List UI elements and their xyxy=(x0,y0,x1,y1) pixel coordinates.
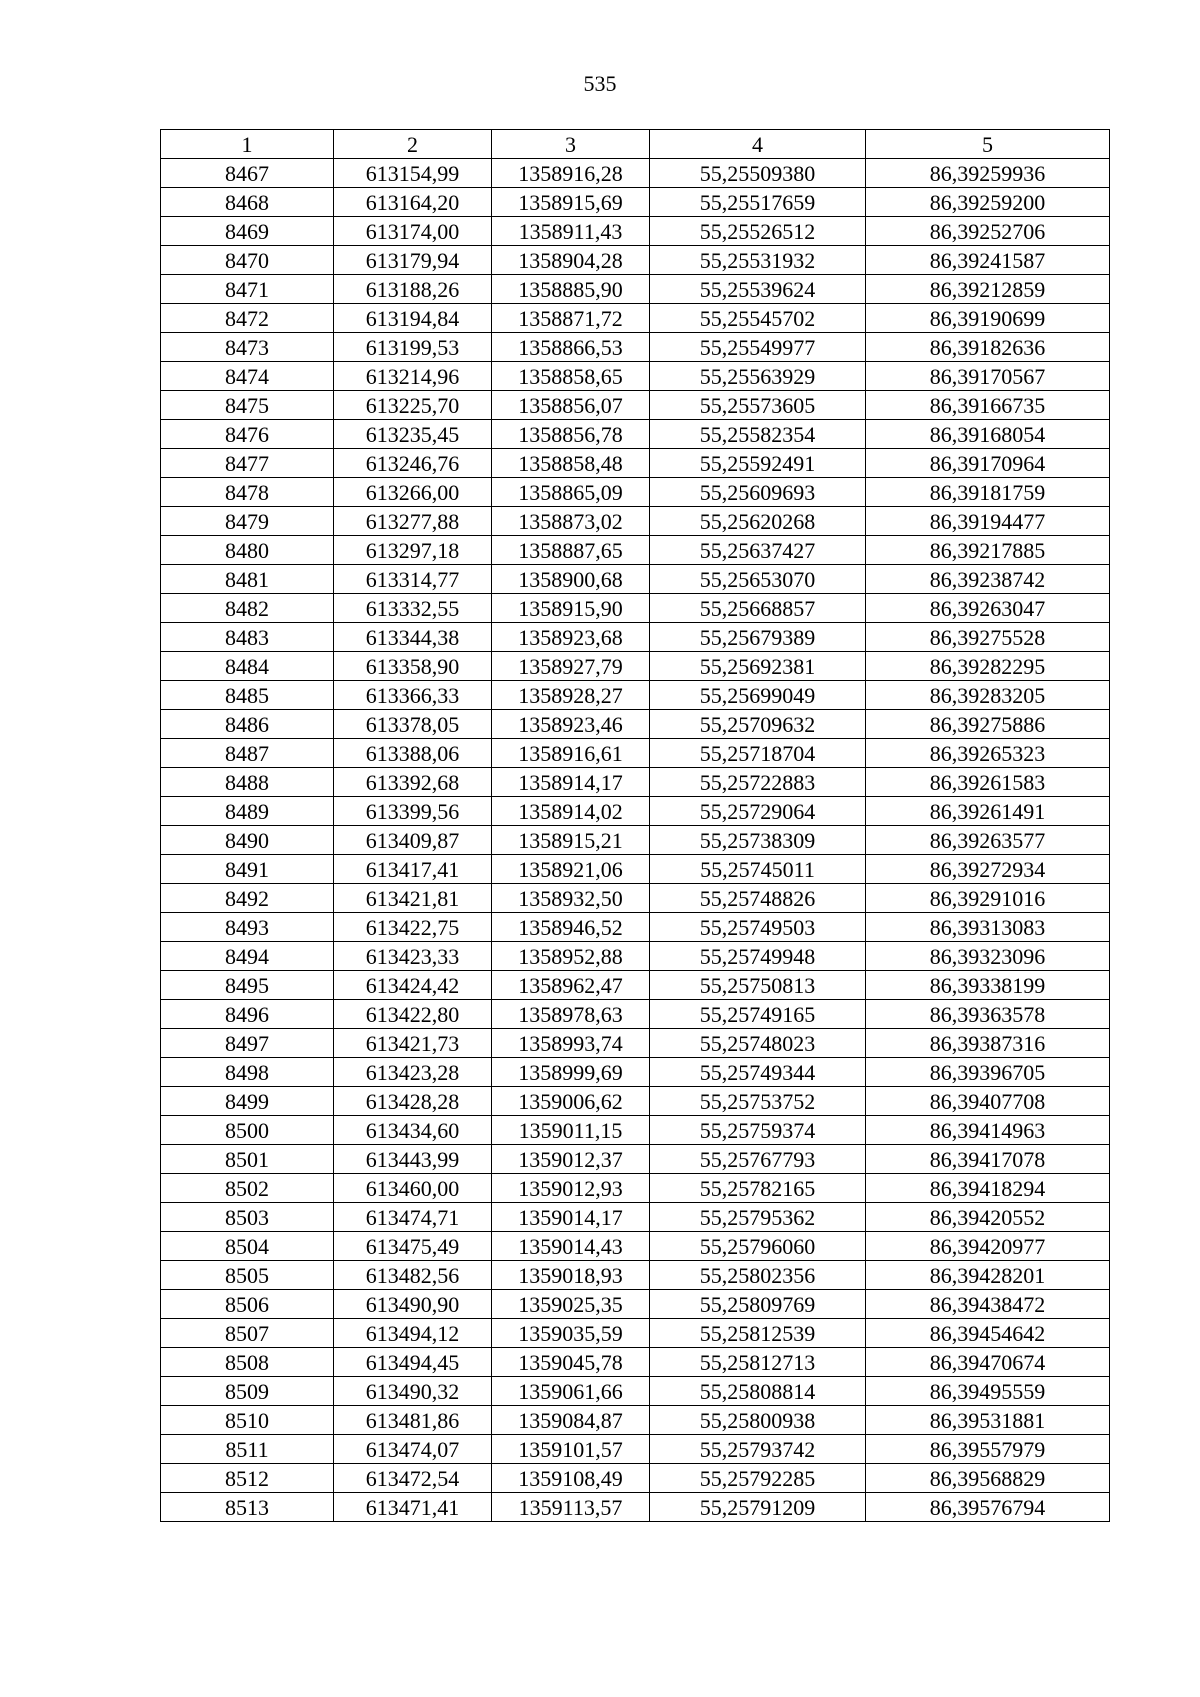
table-row xyxy=(161,1029,1110,1058)
table-cell: 8493 xyxy=(161,913,334,942)
table-cell: 613332,55 xyxy=(334,594,492,623)
table-cell: 8502 xyxy=(161,1174,334,1203)
table-row xyxy=(161,1377,1110,1406)
table-header xyxy=(161,130,1110,159)
table-cell: 613235,45 xyxy=(334,420,492,449)
table-row xyxy=(161,507,1110,536)
table-cell: 613297,18 xyxy=(334,536,492,565)
table-row xyxy=(161,188,1110,217)
table-cell: 613378,05 xyxy=(334,710,492,739)
table-cell: 613422,80 xyxy=(334,1000,492,1029)
table-cell: 613314,77 xyxy=(334,565,492,594)
column-header: 5 xyxy=(866,130,1110,159)
table-cell: 55,25792285 xyxy=(650,1464,866,1493)
table-cell: 1358978,63 xyxy=(492,1000,650,1029)
column-header: 3 xyxy=(492,130,650,159)
table-cell: 613344,38 xyxy=(334,623,492,652)
table-cell: 1358856,78 xyxy=(492,420,650,449)
table-cell: 8484 xyxy=(161,652,334,681)
table-row xyxy=(161,449,1110,478)
table-cell: 86,39170567 xyxy=(866,362,1110,391)
table-cell: 613154,99 xyxy=(334,159,492,188)
table-cell: 86,39418294 xyxy=(866,1174,1110,1203)
table-cell: 1359012,37 xyxy=(492,1145,650,1174)
table-row xyxy=(161,623,1110,652)
table-row xyxy=(161,1087,1110,1116)
table-cell: 55,25791209 xyxy=(650,1493,866,1522)
table-cell: 613164,20 xyxy=(334,188,492,217)
table-cell: 55,25722883 xyxy=(650,768,866,797)
table-cell: 613392,68 xyxy=(334,768,492,797)
table-cell: 86,39261583 xyxy=(866,768,1110,797)
column-header: 1 xyxy=(161,130,334,159)
table-cell: 86,39166735 xyxy=(866,391,1110,420)
table-cell: 613179,94 xyxy=(334,246,492,275)
table-cell: 86,39323096 xyxy=(866,942,1110,971)
table-cell: 55,25620268 xyxy=(650,507,866,536)
table-row xyxy=(161,1116,1110,1145)
table-row xyxy=(161,1174,1110,1203)
table-cell: 613494,12 xyxy=(334,1319,492,1348)
table-cell: 613423,33 xyxy=(334,942,492,971)
table-cell: 1358916,61 xyxy=(492,739,650,768)
table-cell: 86,39272934 xyxy=(866,855,1110,884)
table-cell: 55,25699049 xyxy=(650,681,866,710)
table-row xyxy=(161,681,1110,710)
table-cell: 55,25545702 xyxy=(650,304,866,333)
table-cell: 613424,42 xyxy=(334,971,492,1000)
table-cell: 613475,49 xyxy=(334,1232,492,1261)
table-cell: 613358,90 xyxy=(334,652,492,681)
table-cell: 8510 xyxy=(161,1406,334,1435)
table-cell: 8491 xyxy=(161,855,334,884)
table-cell: 1359014,43 xyxy=(492,1232,650,1261)
table-cell: 86,39168054 xyxy=(866,420,1110,449)
table-cell: 55,25808814 xyxy=(650,1377,866,1406)
table-cell: 613460,00 xyxy=(334,1174,492,1203)
table-cell: 86,39194477 xyxy=(866,507,1110,536)
table-cell: 55,25517659 xyxy=(650,188,866,217)
table-cell: 8471 xyxy=(161,275,334,304)
table-row xyxy=(161,768,1110,797)
table-row xyxy=(161,1290,1110,1319)
table-cell: 55,25750813 xyxy=(650,971,866,1000)
table-row xyxy=(161,884,1110,913)
table-cell: 613472,54 xyxy=(334,1464,492,1493)
table-cell: 55,25793742 xyxy=(650,1435,866,1464)
table-cell: 86,39495559 xyxy=(866,1377,1110,1406)
table-cell: 8487 xyxy=(161,739,334,768)
table-cell: 86,39531881 xyxy=(866,1406,1110,1435)
table-row xyxy=(161,1435,1110,1464)
table-cell: 55,25582354 xyxy=(650,420,866,449)
table-cell: 8486 xyxy=(161,710,334,739)
table-cell: 8481 xyxy=(161,565,334,594)
table-row xyxy=(161,652,1110,681)
table-cell: 1358885,90 xyxy=(492,275,650,304)
table-cell: 86,39387316 xyxy=(866,1029,1110,1058)
table-cell: 613421,73 xyxy=(334,1029,492,1058)
table-cell: 8500 xyxy=(161,1116,334,1145)
table-row xyxy=(161,1348,1110,1377)
table-cell: 613399,56 xyxy=(334,797,492,826)
table-cell: 1358999,69 xyxy=(492,1058,650,1087)
table-cell: 55,25729064 xyxy=(650,797,866,826)
table-cell: 86,39217885 xyxy=(866,536,1110,565)
table-cell: 1358962,47 xyxy=(492,971,650,1000)
table-cell: 8504 xyxy=(161,1232,334,1261)
table-cell: 55,25718704 xyxy=(650,739,866,768)
table-cell: 613443,99 xyxy=(334,1145,492,1174)
table-cell: 1358904,28 xyxy=(492,246,650,275)
table-cell: 613481,86 xyxy=(334,1406,492,1435)
table-row xyxy=(161,304,1110,333)
table-cell: 613366,33 xyxy=(334,681,492,710)
table-cell: 1358921,06 xyxy=(492,855,650,884)
table-cell: 8467 xyxy=(161,159,334,188)
table-cell: 1359101,57 xyxy=(492,1435,650,1464)
table-cell: 613277,88 xyxy=(334,507,492,536)
table-cell: 8511 xyxy=(161,1435,334,1464)
table-row xyxy=(161,1232,1110,1261)
table-cell: 86,39182636 xyxy=(866,333,1110,362)
table-cell: 1358911,43 xyxy=(492,217,650,246)
table-row xyxy=(161,391,1110,420)
table-cell: 55,25745011 xyxy=(650,855,866,884)
table-cell: 86,39265323 xyxy=(866,739,1110,768)
table-cell: 86,39396705 xyxy=(866,1058,1110,1087)
table-cell: 8477 xyxy=(161,449,334,478)
table-row xyxy=(161,942,1110,971)
table-cell: 55,25767793 xyxy=(650,1145,866,1174)
table-cell: 8482 xyxy=(161,594,334,623)
table-cell: 86,39283205 xyxy=(866,681,1110,710)
table-cell: 55,25509380 xyxy=(650,159,866,188)
table-row xyxy=(161,913,1110,942)
table-cell: 86,39417078 xyxy=(866,1145,1110,1174)
table-cell: 8485 xyxy=(161,681,334,710)
table-row xyxy=(161,565,1110,594)
table-cell: 55,25749948 xyxy=(650,942,866,971)
table-cell: 613423,28 xyxy=(334,1058,492,1087)
table-cell: 8473 xyxy=(161,333,334,362)
table-cell: 55,25573605 xyxy=(650,391,866,420)
table-row xyxy=(161,246,1110,275)
table-cell: 8472 xyxy=(161,304,334,333)
table-cell: 613246,76 xyxy=(334,449,492,478)
table-cell: 1358866,53 xyxy=(492,333,650,362)
table-cell: 86,39275886 xyxy=(866,710,1110,739)
table-cell: 613434,60 xyxy=(334,1116,492,1145)
table-cell: 1359011,15 xyxy=(492,1116,650,1145)
table-cell: 613199,53 xyxy=(334,333,492,362)
table-cell: 613474,71 xyxy=(334,1203,492,1232)
table-cell: 55,25526512 xyxy=(650,217,866,246)
table-cell: 55,25592491 xyxy=(650,449,866,478)
table-cell: 613214,96 xyxy=(334,362,492,391)
table-cell: 55,25795362 xyxy=(650,1203,866,1232)
table-cell: 1358946,52 xyxy=(492,913,650,942)
table-cell: 1359006,62 xyxy=(492,1087,650,1116)
table-cell: 613474,07 xyxy=(334,1435,492,1464)
table-cell: 8492 xyxy=(161,884,334,913)
table-cell: 1359025,35 xyxy=(492,1290,650,1319)
header-row xyxy=(161,130,1110,159)
table-row xyxy=(161,1464,1110,1493)
table-cell: 1359012,93 xyxy=(492,1174,650,1203)
table-cell: 55,25653070 xyxy=(650,565,866,594)
table-cell: 86,39259936 xyxy=(866,159,1110,188)
table-cell: 55,25749344 xyxy=(650,1058,866,1087)
table-cell: 8468 xyxy=(161,188,334,217)
table-cell: 86,39313083 xyxy=(866,913,1110,942)
table-row xyxy=(161,217,1110,246)
table-cell: 8489 xyxy=(161,797,334,826)
table-cell: 86,39238742 xyxy=(866,565,1110,594)
table-row xyxy=(161,1319,1110,1348)
table-cell: 1358928,27 xyxy=(492,681,650,710)
table-cell: 8478 xyxy=(161,478,334,507)
table-cell: 8505 xyxy=(161,1261,334,1290)
table-cell: 8496 xyxy=(161,1000,334,1029)
table-cell: 55,25796060 xyxy=(650,1232,866,1261)
table-cell: 55,25748826 xyxy=(650,884,866,913)
table-cell: 55,25748023 xyxy=(650,1029,866,1058)
table-cell: 1359018,93 xyxy=(492,1261,650,1290)
table-cell: 8479 xyxy=(161,507,334,536)
table-cell: 55,25692381 xyxy=(650,652,866,681)
table-row xyxy=(161,739,1110,768)
table-cell: 55,25802356 xyxy=(650,1261,866,1290)
table-row xyxy=(161,1000,1110,1029)
table-cell: 55,25531932 xyxy=(650,246,866,275)
table-cell: 1358915,21 xyxy=(492,826,650,855)
table-cell: 1358993,74 xyxy=(492,1029,650,1058)
table-cell: 55,25709632 xyxy=(650,710,866,739)
table-cell: 55,25668857 xyxy=(650,594,866,623)
table-cell: 8498 xyxy=(161,1058,334,1087)
table-cell: 55,25549977 xyxy=(650,333,866,362)
table-cell: 8488 xyxy=(161,768,334,797)
table-cell: 1359014,17 xyxy=(492,1203,650,1232)
table-cell: 1358923,46 xyxy=(492,710,650,739)
table-cell: 613388,06 xyxy=(334,739,492,768)
table-cell: 613225,70 xyxy=(334,391,492,420)
table-cell: 8470 xyxy=(161,246,334,275)
table-cell: 613194,84 xyxy=(334,304,492,333)
table-cell: 613188,26 xyxy=(334,275,492,304)
table-cell: 86,39438472 xyxy=(866,1290,1110,1319)
table-row xyxy=(161,1145,1110,1174)
table-row xyxy=(161,594,1110,623)
table-cell: 55,25812713 xyxy=(650,1348,866,1377)
table-cell: 8499 xyxy=(161,1087,334,1116)
table-cell: 86,39181759 xyxy=(866,478,1110,507)
table-cell: 55,25800938 xyxy=(650,1406,866,1435)
table-cell: 1358858,65 xyxy=(492,362,650,391)
table-cell: 86,39263047 xyxy=(866,594,1110,623)
table-cell: 86,39252706 xyxy=(866,217,1110,246)
table-cell: 613417,41 xyxy=(334,855,492,884)
table-cell: 86,39263577 xyxy=(866,826,1110,855)
table-cell: 613409,87 xyxy=(334,826,492,855)
table-cell: 86,39470674 xyxy=(866,1348,1110,1377)
table-cell: 1359035,59 xyxy=(492,1319,650,1348)
table-cell: 86,39454642 xyxy=(866,1319,1110,1348)
table-cell: 55,25738309 xyxy=(650,826,866,855)
table-cell: 86,39428201 xyxy=(866,1261,1110,1290)
table-cell: 8513 xyxy=(161,1493,334,1522)
table-cell: 8475 xyxy=(161,391,334,420)
table-cell: 86,39338199 xyxy=(866,971,1110,1000)
table-cell: 613490,90 xyxy=(334,1290,492,1319)
table-cell: 1358915,90 xyxy=(492,594,650,623)
table-cell: 8509 xyxy=(161,1377,334,1406)
table-cell: 1358900,68 xyxy=(492,565,650,594)
table-cell: 86,39190699 xyxy=(866,304,1110,333)
table-cell: 86,39407708 xyxy=(866,1087,1110,1116)
coordinates-table xyxy=(160,129,1110,1522)
table-cell: 1358858,48 xyxy=(492,449,650,478)
table-cell: 86,39557979 xyxy=(866,1435,1110,1464)
table-cell: 1358873,02 xyxy=(492,507,650,536)
table-cell: 1359045,78 xyxy=(492,1348,650,1377)
table-cell: 55,25679389 xyxy=(650,623,866,652)
table-row xyxy=(161,797,1110,826)
table-cell: 613422,75 xyxy=(334,913,492,942)
table-cell: 8480 xyxy=(161,536,334,565)
table-row xyxy=(161,333,1110,362)
table-row xyxy=(161,1261,1110,1290)
table-cell: 86,39576794 xyxy=(866,1493,1110,1522)
table-cell: 1358871,72 xyxy=(492,304,650,333)
table-cell: 86,39568829 xyxy=(866,1464,1110,1493)
table-cell: 613266,00 xyxy=(334,478,492,507)
table-cell: 86,39259200 xyxy=(866,188,1110,217)
table-cell: 8507 xyxy=(161,1319,334,1348)
table-cell: 55,25809769 xyxy=(650,1290,866,1319)
table-body xyxy=(161,159,1110,1522)
table-cell: 1359061,66 xyxy=(492,1377,650,1406)
table-cell: 613494,45 xyxy=(334,1348,492,1377)
table-cell: 1358915,69 xyxy=(492,188,650,217)
table-cell: 86,39420552 xyxy=(866,1203,1110,1232)
table-cell: 8512 xyxy=(161,1464,334,1493)
table-cell: 55,25539624 xyxy=(650,275,866,304)
table-cell: 86,39414963 xyxy=(866,1116,1110,1145)
column-header: 2 xyxy=(334,130,492,159)
table-cell: 55,25609693 xyxy=(650,478,866,507)
table-cell: 613490,32 xyxy=(334,1377,492,1406)
table-cell: 55,25759374 xyxy=(650,1116,866,1145)
page-number: 535 xyxy=(583,71,617,96)
table-cell: 1359113,57 xyxy=(492,1493,650,1522)
table-cell: 1358916,28 xyxy=(492,159,650,188)
table-cell: 1358856,07 xyxy=(492,391,650,420)
table-cell: 55,25753752 xyxy=(650,1087,866,1116)
table-cell: 613421,81 xyxy=(334,884,492,913)
table-cell: 86,39170964 xyxy=(866,449,1110,478)
table-cell: 8483 xyxy=(161,623,334,652)
table-cell: 8503 xyxy=(161,1203,334,1232)
column-header: 4 xyxy=(650,130,866,159)
table-cell: 55,25637427 xyxy=(650,536,866,565)
table-row xyxy=(161,478,1110,507)
table-cell: 55,25812539 xyxy=(650,1319,866,1348)
table-cell: 8508 xyxy=(161,1348,334,1377)
table-row xyxy=(161,826,1110,855)
table-cell: 86,39275528 xyxy=(866,623,1110,652)
table-cell: 86,39363578 xyxy=(866,1000,1110,1029)
table-cell: 8474 xyxy=(161,362,334,391)
table-cell: 1358914,02 xyxy=(492,797,650,826)
table-cell: 8494 xyxy=(161,942,334,971)
table-row xyxy=(161,1406,1110,1435)
table-row xyxy=(161,159,1110,188)
table-row xyxy=(161,710,1110,739)
table-cell: 55,25749165 xyxy=(650,1000,866,1029)
table-cell: 1358923,68 xyxy=(492,623,650,652)
table-cell: 1358932,50 xyxy=(492,884,650,913)
table-cell: 8506 xyxy=(161,1290,334,1319)
table-cell: 55,25563929 xyxy=(650,362,866,391)
table-cell: 8490 xyxy=(161,826,334,855)
table-cell: 8495 xyxy=(161,971,334,1000)
table-cell: 55,25782165 xyxy=(650,1174,866,1203)
table-cell: 55,25749503 xyxy=(650,913,866,942)
table-cell: 8497 xyxy=(161,1029,334,1058)
table-row xyxy=(161,971,1110,1000)
table-row xyxy=(161,1493,1110,1522)
table-row xyxy=(161,1203,1110,1232)
table-row xyxy=(161,275,1110,304)
table-row xyxy=(161,536,1110,565)
table-cell: 613428,28 xyxy=(334,1087,492,1116)
table-cell: 613174,00 xyxy=(334,217,492,246)
table-cell: 1358914,17 xyxy=(492,768,650,797)
table-cell: 613471,41 xyxy=(334,1493,492,1522)
table-cell: 86,39212859 xyxy=(866,275,1110,304)
table-row xyxy=(161,420,1110,449)
table-cell: 86,39282295 xyxy=(866,652,1110,681)
table-cell: 86,39261491 xyxy=(866,797,1110,826)
table-cell: 1358887,65 xyxy=(492,536,650,565)
table-cell: 86,39291016 xyxy=(866,884,1110,913)
table-cell: 1359108,49 xyxy=(492,1464,650,1493)
table-cell: 8476 xyxy=(161,420,334,449)
table-row xyxy=(161,855,1110,884)
table-cell: 8469 xyxy=(161,217,334,246)
table-row xyxy=(161,1058,1110,1087)
table-row xyxy=(161,362,1110,391)
table-cell: 1358952,88 xyxy=(492,942,650,971)
table-cell: 86,39420977 xyxy=(866,1232,1110,1261)
table-cell: 1358927,79 xyxy=(492,652,650,681)
table-cell: 1359084,87 xyxy=(492,1406,650,1435)
table-cell: 613482,56 xyxy=(334,1261,492,1290)
table-cell: 8501 xyxy=(161,1145,334,1174)
table-cell: 86,39241587 xyxy=(866,246,1110,275)
table-cell: 1358865,09 xyxy=(492,478,650,507)
